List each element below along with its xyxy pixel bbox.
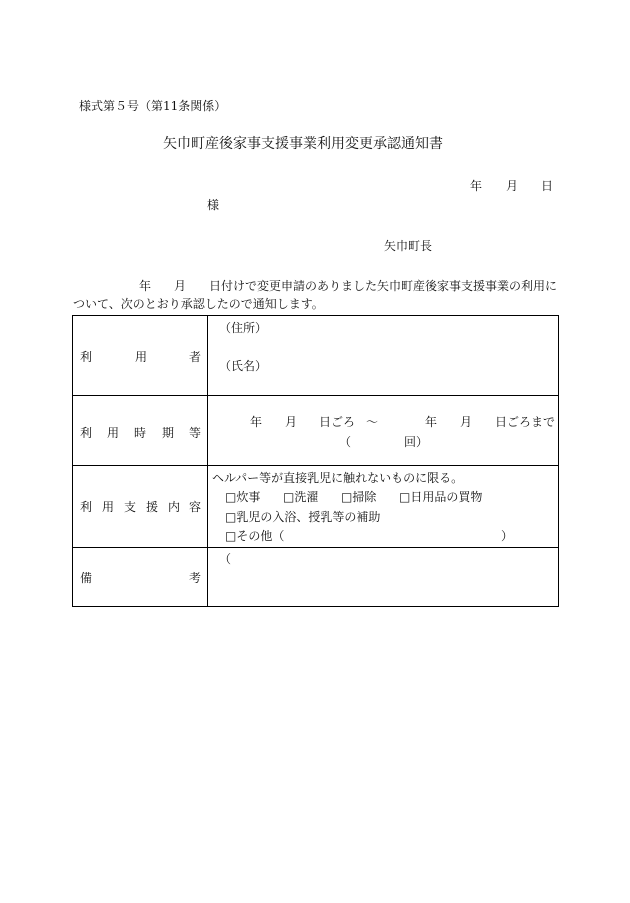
period-from-year: 年 xyxy=(250,415,263,429)
option-shopping-checkbox[interactable]: □日用品の買物 xyxy=(399,490,483,504)
usage-count-open: （ xyxy=(339,435,352,449)
content-label-char: 内 xyxy=(168,500,181,514)
table-row-divider xyxy=(73,547,558,548)
date-year-label: 年 xyxy=(470,179,483,193)
body-text-line-1: 日付けで変更申請のありました矢巾町産後家事支援事業の利用に xyxy=(209,279,558,293)
content-label-char: 支 xyxy=(124,500,137,514)
table-column-divider xyxy=(207,316,208,606)
user-label-char: 用 xyxy=(135,350,148,364)
period-from-day: 日ごろ xyxy=(319,415,356,429)
option-laundry-checkbox[interactable]: □洗濯 xyxy=(283,490,319,504)
remarks-label-char: 備 xyxy=(80,571,93,585)
option-cleaning-checkbox[interactable]: □掃除 xyxy=(341,490,377,504)
body-year-label: 年 xyxy=(139,279,152,293)
address-field-label: （住所） xyxy=(219,321,268,335)
body-month-label: 月 xyxy=(174,279,187,293)
body-text-line-2: ついて、次のとおり承認したので通知します。 xyxy=(73,297,324,311)
option-infant-care-checkbox[interactable]: □乳児の入浴、授乳等の補助 xyxy=(225,510,381,524)
period-to-day: 日ごろまで xyxy=(495,415,556,429)
option-cooking-checkbox[interactable]: □炊事 xyxy=(225,490,261,504)
form-number: 様式第５号（第11条関係） xyxy=(79,99,227,113)
remarks-open-paren: （ xyxy=(219,552,232,566)
option-other-checkbox[interactable]: □その他（ xyxy=(225,529,285,543)
period-label-char: 利 xyxy=(80,426,93,440)
period-from-month: 月 xyxy=(285,415,298,429)
addressee-honorific: 様 xyxy=(207,198,220,212)
user-label-char: 者 xyxy=(189,350,202,364)
content-label-char: 利 xyxy=(80,500,93,514)
content-label-char: 用 xyxy=(102,500,115,514)
remarks-label-char: 考 xyxy=(189,571,202,585)
issuer: 矢巾町長 xyxy=(384,239,433,253)
period-to-month: 月 xyxy=(460,415,473,429)
period-label-char: 期 xyxy=(162,426,175,440)
period-label-char: 等 xyxy=(189,426,202,440)
usage-count-close: 回） xyxy=(404,435,429,449)
period-label-char: 時 xyxy=(134,426,147,440)
approval-table xyxy=(72,315,559,607)
content-label-char: 援 xyxy=(146,500,159,514)
period-label-char: 用 xyxy=(107,426,120,440)
date-day-label: 日 xyxy=(541,179,554,193)
document-title: 矢巾町産後家事支援事業利用変更承認通知書 xyxy=(163,136,443,152)
user-label-char: 利 xyxy=(80,350,93,364)
support-note: ヘルパー等が直接乳児に触れないものに限る。 xyxy=(212,471,464,485)
name-field-label: （氏名） xyxy=(219,359,268,373)
content-label-char: 容 xyxy=(189,500,202,514)
date-month-label: 月 xyxy=(506,179,519,193)
table-row-divider xyxy=(73,395,558,396)
table-row-divider xyxy=(73,465,558,466)
option-other-close: ） xyxy=(501,529,514,543)
period-to-year: 年 xyxy=(425,415,438,429)
period-tilde: ～ xyxy=(366,415,379,429)
